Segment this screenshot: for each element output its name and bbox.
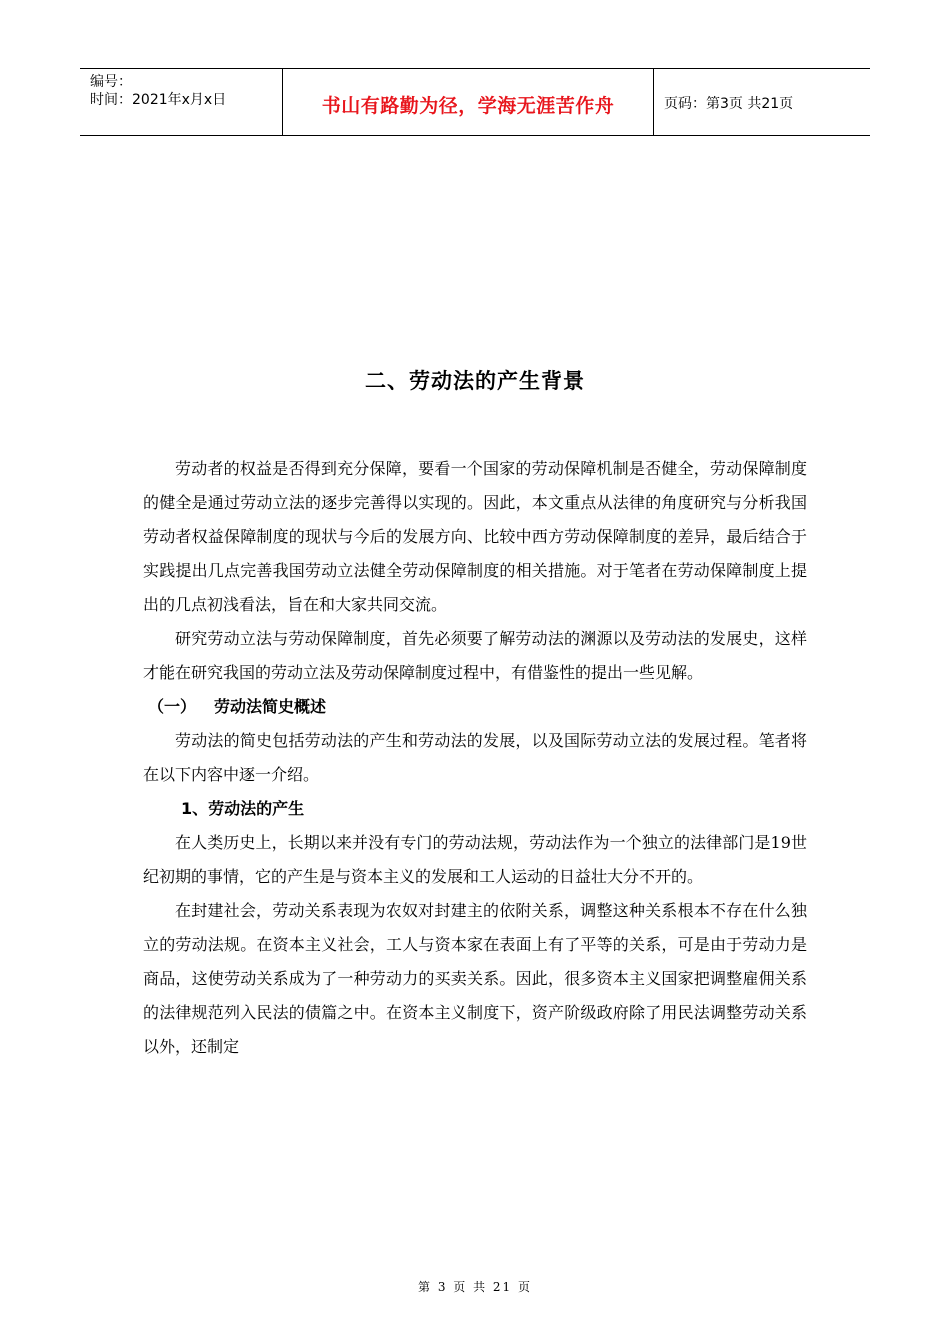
paragraph: 在封建社会，劳动关系表现为农奴对封建主的依附关系，调整这种关系根本不存在什么独立的劳动法规。在资本主义社会，工人与资本家在表面上有了平等的关系，可是由于劳动力是商品，这使劳动关系成为了一种劳动力的买卖关系。因此，很多资本主义国家把调整雇佣关系的法律规范列入民法的债篇之中。在资本主义制度下，资产阶级政府除了用民法调整劳动关系以外，还制定 bbox=[143, 901, 807, 1056]
subsection-number: （一） bbox=[148, 697, 197, 716]
document-number-label: 编号： bbox=[90, 74, 132, 90]
body-text bbox=[143, 452, 807, 1064]
page-footer: 第 3 页 共 21 页 bbox=[418, 1280, 532, 1294]
header-table bbox=[80, 68, 870, 136]
paragraph: 研究劳动立法与劳动保障制度，首先必须要了解劳动法的渊源以及劳动法的发展史，这样才能在研究我国的劳动立法及劳动保障制度过程中，有借鉴性的提出一些见解。 bbox=[143, 629, 807, 682]
header-page-code: 页码：第3页 共21页 bbox=[664, 96, 794, 112]
subsection-heading bbox=[148, 690, 807, 724]
header-meta-cell bbox=[80, 69, 282, 135]
sub-subsection-heading: 1、劳动法的产生 bbox=[181, 799, 305, 818]
header-motto-cell bbox=[282, 69, 654, 135]
subsection-title: 劳动法简史概述 bbox=[214, 697, 327, 716]
header-motto: 书山有路勤为径，学海无涯苦作舟 bbox=[321, 95, 615, 117]
document-time-label: 时间：2021年x月x日 bbox=[90, 92, 227, 108]
paragraph: 劳动者的权益是否得到充分保障，要看一个国家的劳动保障机制是否健全，劳动保障制度的健全是通过劳动立法的逐步完善得以实现的。因此，本文重点从法律的角度研究与分析我国劳动者权益保障制度的现状与今后的发展方向、比较中西方劳动保障制度的差异，最后结合于实践提出几点完善我国劳动立法健全劳动保障制度的相关措施。对于笔者在劳动保障制度上提出的几点初浅看法，旨在和大家共同交流。 bbox=[143, 459, 807, 614]
paragraph: 劳动法的简史包括劳动法的产生和劳动法的发展，以及国际劳动立法的发展过程。笔者将在以下内容中逐一介绍。 bbox=[143, 731, 807, 784]
paragraph: 在人类历史上，长期以来并没有专门的劳动法规，劳动法作为一个独立的法律部门是19世纪初期的事情，它的产生是与资本主义的发展和工人运动的日益壮大分不开的。 bbox=[143, 833, 807, 886]
section-title: 二、劳动法的产生背景 bbox=[365, 369, 585, 393]
